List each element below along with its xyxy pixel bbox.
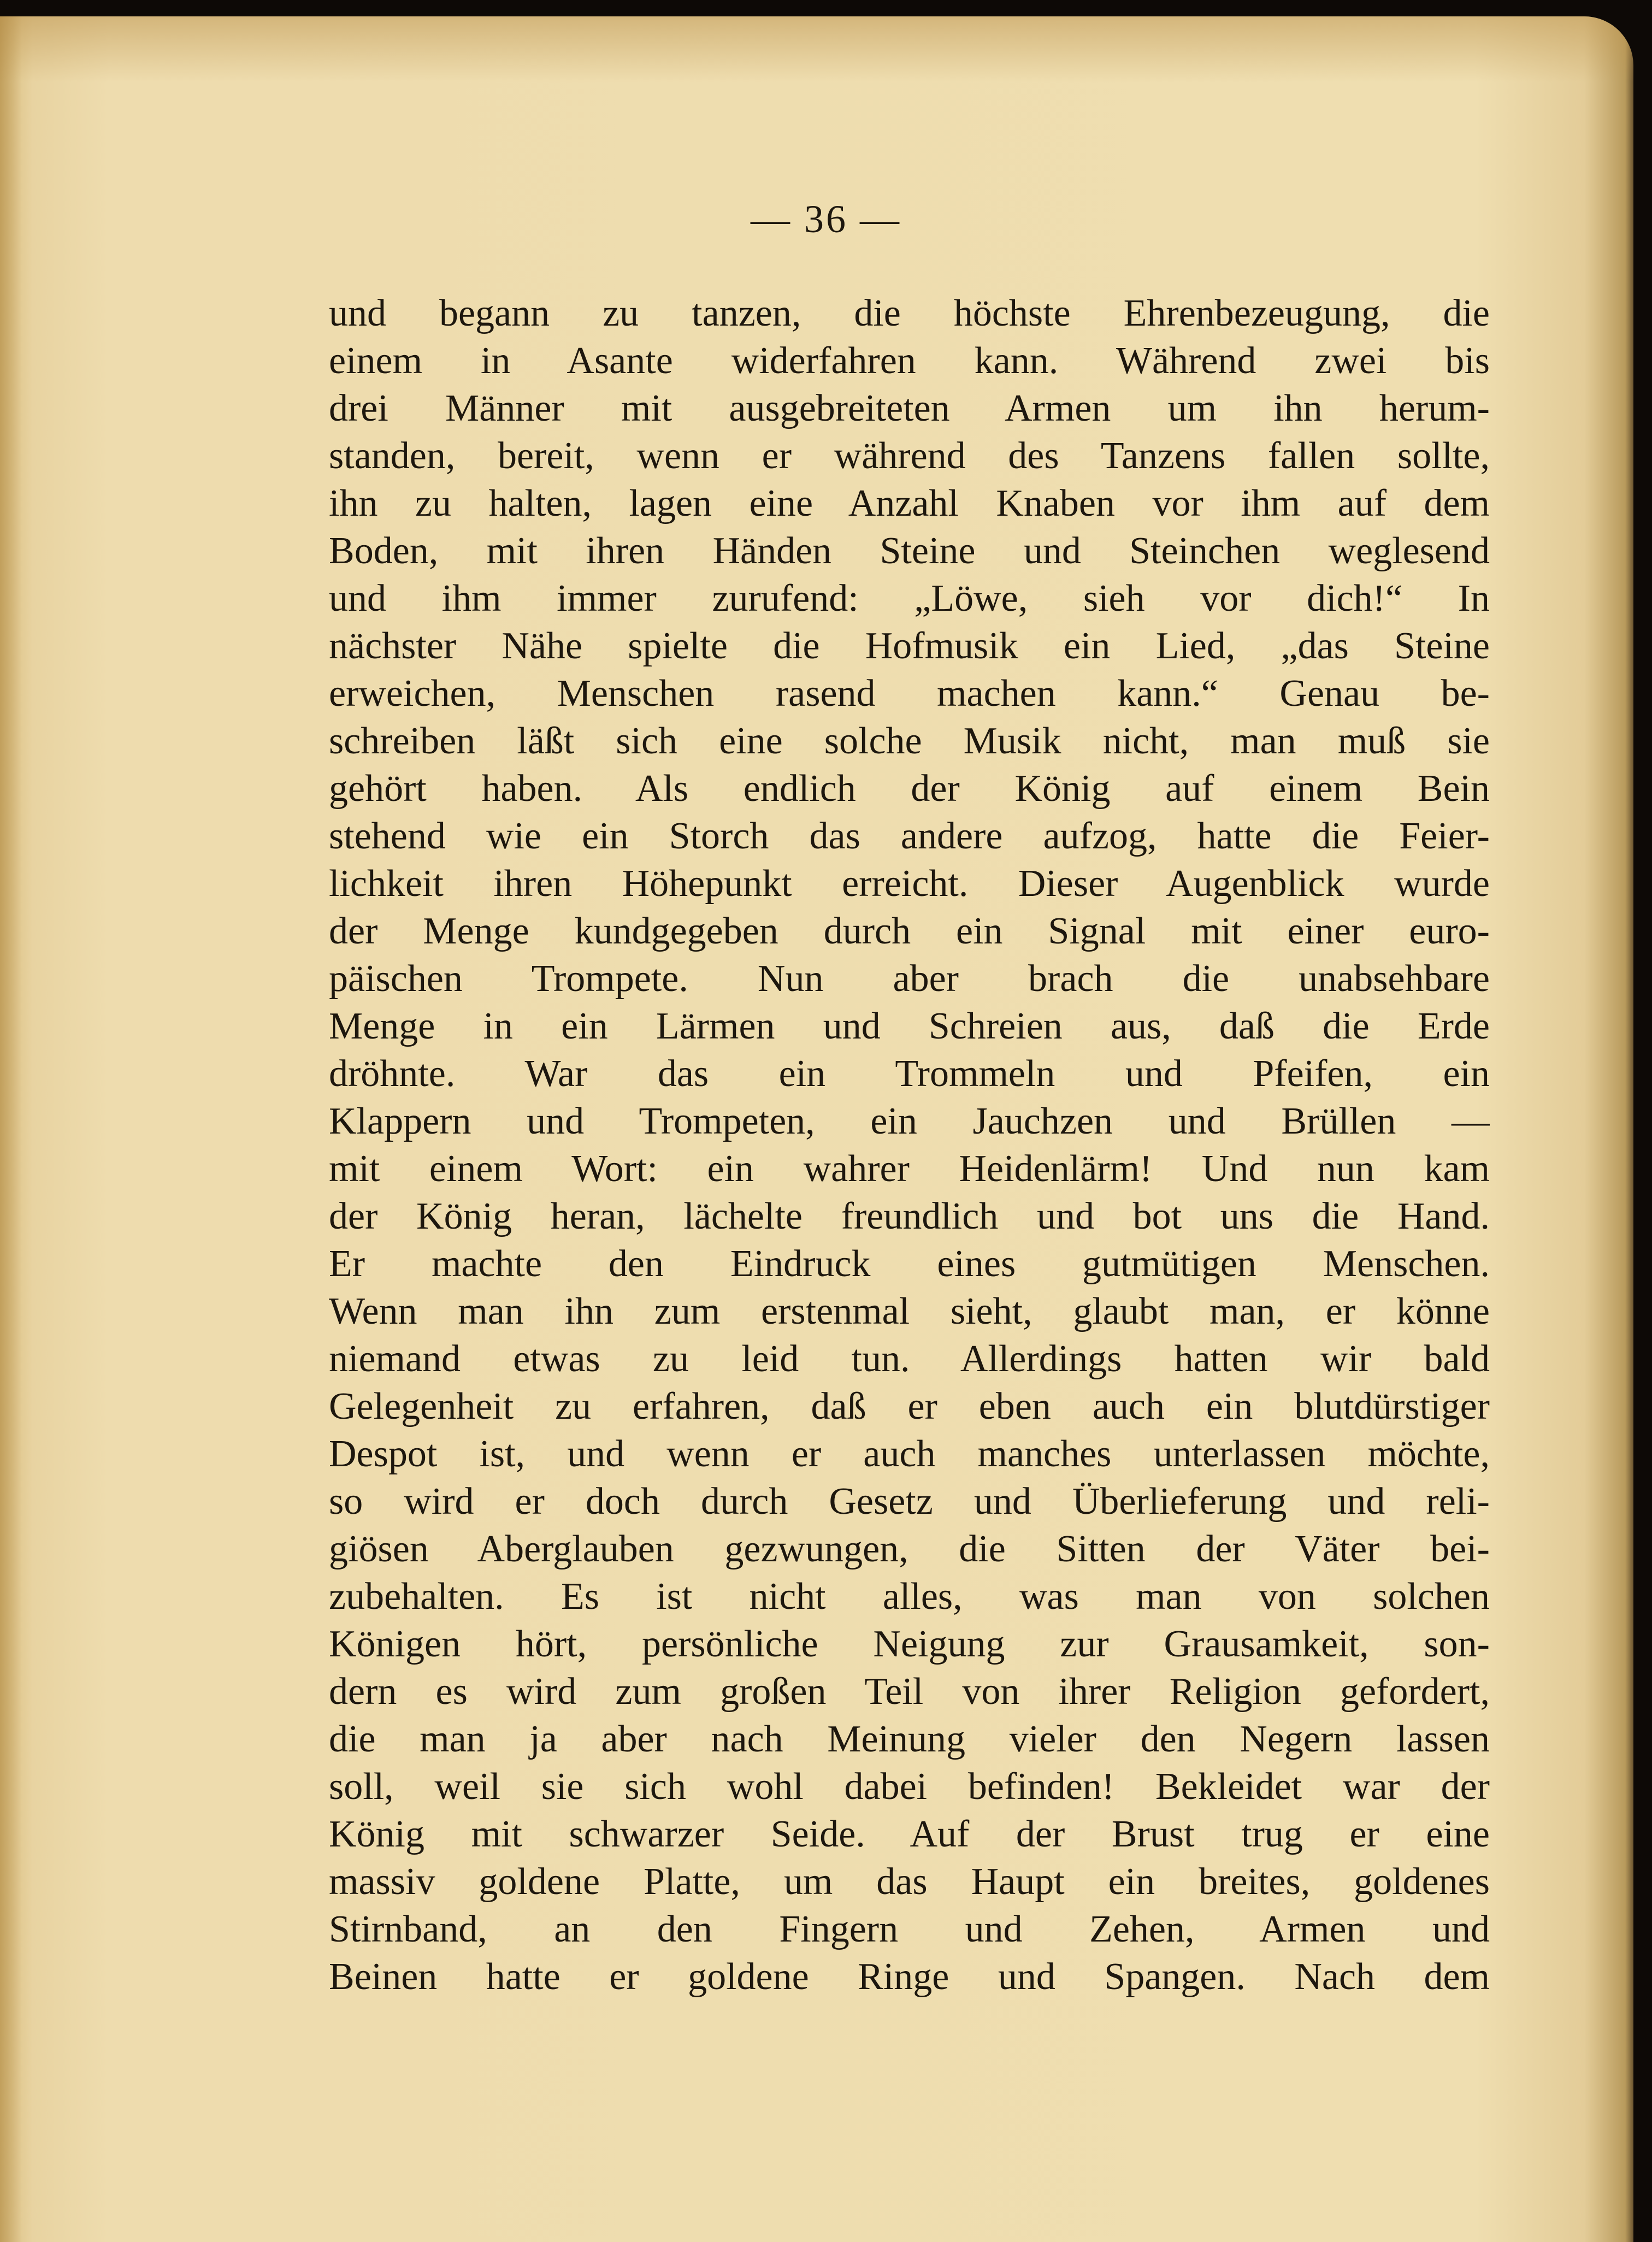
text-line: Gelegenheit zu erfahren, daß er eben auch ein blutdürstiger [329,1385,1490,1427]
text-line: so wird er doch durch Gesetz und Überlieferung und reli- [329,1480,1490,1523]
text-line: König mit schwarzer Seide. Auf der Brust trug er eine [329,1813,1490,1855]
text-line: mit einem Wort: ein wahrer Heidenlärm! Und nun kam [329,1148,1490,1190]
text-line: erweichen, Menschen rasend machen kann.“ Genau be- [329,672,1490,715]
body-text [329,290,1490,2001]
text-line: der König heran, lächelte freundlich und bot uns die Hand. [329,1195,1490,1237]
text-line: der Menge kundgegeben durch ein Signal mit einer euro- [329,910,1490,952]
text-line: Königen hört, persönliche Neigung zur Grausamkeit, son- [329,1623,1490,1665]
text-line: dröhnte. War das ein Trommeln und Pfeifen, ein [329,1053,1490,1095]
text-line: Stirnband, an den Fingern und Zehen, Armen und [329,1908,1490,1950]
text-line: die man ja aber nach Meinung vieler den Negern lassen [329,1718,1490,1760]
text-line: standen, bereit, wenn er während des Tanzens fallen sollte, [329,435,1490,477]
text-line: zubehalten. Es ist nicht alles, was man von solchen [329,1576,1490,1618]
text-line: Wenn man ihn zum erstenmal sieht, glaubt man, er könne [329,1290,1490,1332]
book-page [0,16,1633,2242]
text-line: dern es wird zum großen Teil von ihrer Religion gefordert, [329,1671,1490,1713]
text-line: stehend wie ein Storch das andere aufzog, hatte die Feier- [329,815,1490,857]
text-line: niemand etwas zu leid tun. Allerdings hatten wir bald [329,1338,1490,1380]
text-line: gehört haben. Als endlich der König auf einem Bein [329,768,1490,810]
text-line: und ihm immer zurufend: „Löwe, sieh vor dich!“ In [329,577,1490,620]
text-line: Menge in ein Lärmen und Schreien aus, daß die Erde [329,1005,1490,1047]
text-line: nächster Nähe spielte die Hofmusik ein Lied, „das Steine [329,625,1490,667]
text-line: Boden, mit ihren Händen Steine und Steinchen weglesend [329,530,1490,572]
text-line: schreiben läßt sich eine solche Musik nicht, man muß sie [329,720,1490,762]
text-line: Despot ist, und wenn er auch manches unterlassen möchte, [329,1433,1490,1475]
text-line: Klappern und Trompeten, ein Jauchzen und Brüllen — [329,1100,1490,1142]
text-line: einem in Asante widerfahren kann. Während zwei bis [329,340,1490,382]
text-line: ihn zu halten, lagen eine Anzahl Knaben vor ihm auf dem [329,482,1490,524]
text-line: lichkeit ihren Höhepunkt erreicht. Dieser Augenblick wurde [329,863,1490,905]
text-line: massiv goldene Platte, um das Haupt ein breites, goldenes [329,1861,1490,1903]
text-line: päischen Trompete. Nun aber brach die unabsehbare [329,958,1490,1000]
text-line: giösen Aberglauben gezwungen, die Sitten der Väter bei- [329,1528,1490,1570]
text-line: drei Männer mit ausgebreiteten Armen um ihn herum- [329,387,1490,429]
text-line: soll, weil sie sich wohl dabei befinden! Bekleidet war der [329,1766,1490,1808]
text-line: Er machte den Eindruck eines gutmütigen Menschen. [329,1243,1490,1285]
text-line: und begann zu tanzen, die höchste Ehrenbezeugung, die [329,292,1490,334]
text-line: Beinen hatte er goldene Ringe und Spangen. Nach dem [329,1956,1490,1998]
page-number: — 36 — [751,197,901,241]
